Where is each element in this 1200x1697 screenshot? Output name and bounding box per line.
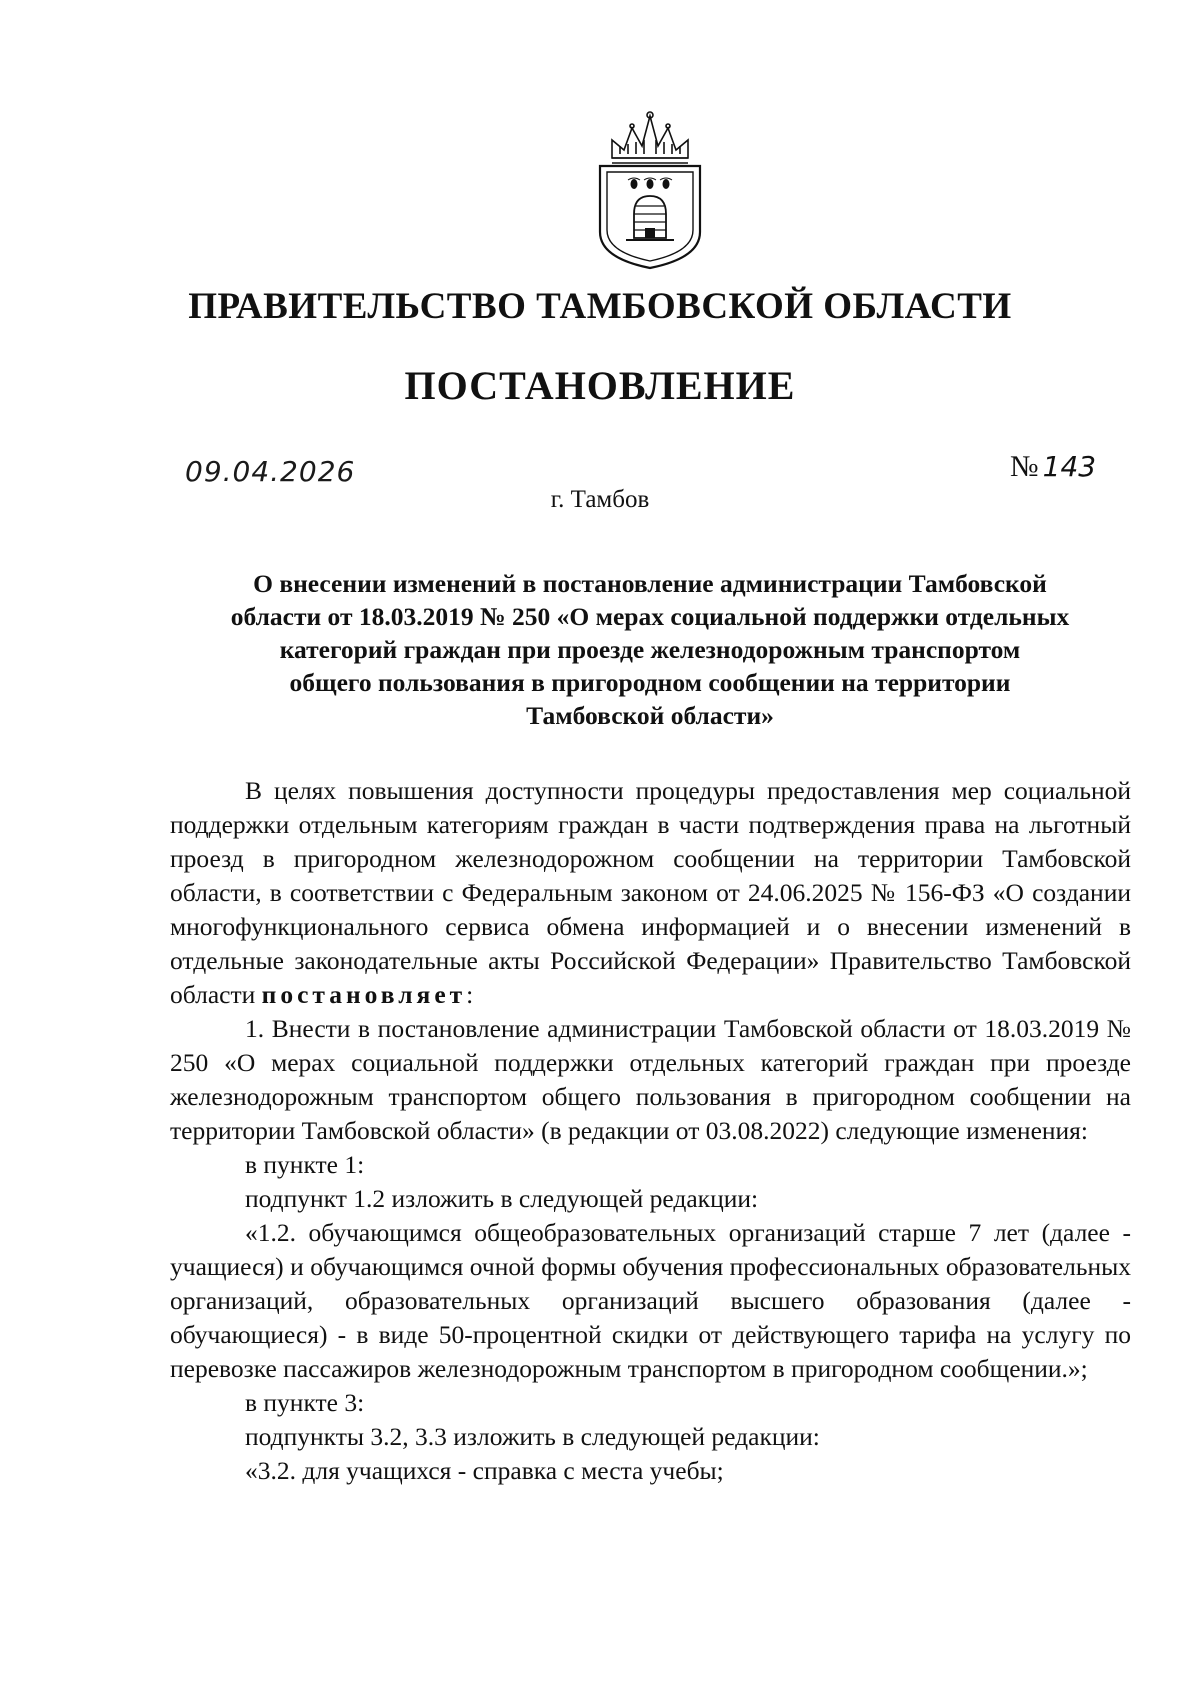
document-subject [170,567,1130,732]
subclauses-3-2-3-3-intro: подпункты 3.2, 3.3 изложить в следующей редакции: [245,1422,820,1451]
clause-3-intro: в пункте 3: [245,1388,365,1417]
document-date: 09.04.2026 [185,455,356,488]
document-body [170,774,1131,1488]
clause-1-intro: в пункте 1: [245,1150,365,1179]
subject-line: О внесении изменений в постановление администрации Тамбовской [253,569,1047,598]
subject-line: Тамбовской области» [526,701,774,730]
subclause-1-2-text: «1.2. обучающимся общеобразовательных организаций старше 7 лет (далее - учащиеся) и обучающимся очной формы обучения профессиональных образовательных организаций, образовательных организаций высшего образования (далее - обучающиеся) - в виде 50-процентной скидки от действующего тарифа на услугу по перевозке пассажиров железнодорожным транспортом в пригородном сообщении.»; [170,1218,1131,1383]
document-number-block [1010,450,1096,484]
resolves-word: постановляет [261,980,467,1009]
document-type-title: ПОСТАНОВЛЕНИЕ [404,363,796,408]
subject-line: общего пользования в пригородном сообщении на территории [289,668,1011,697]
subclause-3-2-text: «3.2. для учащихся - справка с места учебы; [245,1456,724,1485]
preamble-text: В целях повышения доступности процедуры предоставления мер социальной поддержки отдельным категориям граждан в части подтверждения права на льготный проезд в пригородном железнодорожном сообщении на территории Тамбовской области, в соответствии с Федеральным законом от 24.06.2025 № 156-ФЗ «О создании многофункционального сервиса обмена информацией и о внесении изменений в отдельные законодательные акты Российской Федерации» Правительство Тамбовской [170,776,1131,975]
tambov-coat-of-arms-icon [590,110,710,270]
resolves-colon: : [466,980,474,1009]
document-city: г. Тамбов [550,486,650,513]
preamble-end: области [170,980,256,1009]
preamble-paragraph [170,774,1131,1012]
subject-line: категорий граждан при проезде железнодорожным транспортом [279,635,1021,664]
item-1-paragraph: 1. Внести в постановление администрации Тамбовской области от 18.03.2019 № 250 «О мерах социальной поддержки отдельных категорий граждан при проезде железнодорожным транспортом общего пользования в пригородном сообщении на территории Тамбовской области» (в редакции от 03.08.2022) следующие изменения: [170,1014,1131,1145]
number-label: № [1010,450,1039,483]
subject-line: области от 18.03.2019 № 250 «О мерах социальной поддержки отдельных [230,602,1070,631]
government-title: ПРАВИТЕЛЬСТВО ТАМБОВСКОЙ ОБЛАСТИ [188,286,1012,327]
document-number: 143 [1042,450,1097,483]
subclause-1-2-intro: подпункт 1.2 изложить в следующей редакции: [245,1184,759,1213]
